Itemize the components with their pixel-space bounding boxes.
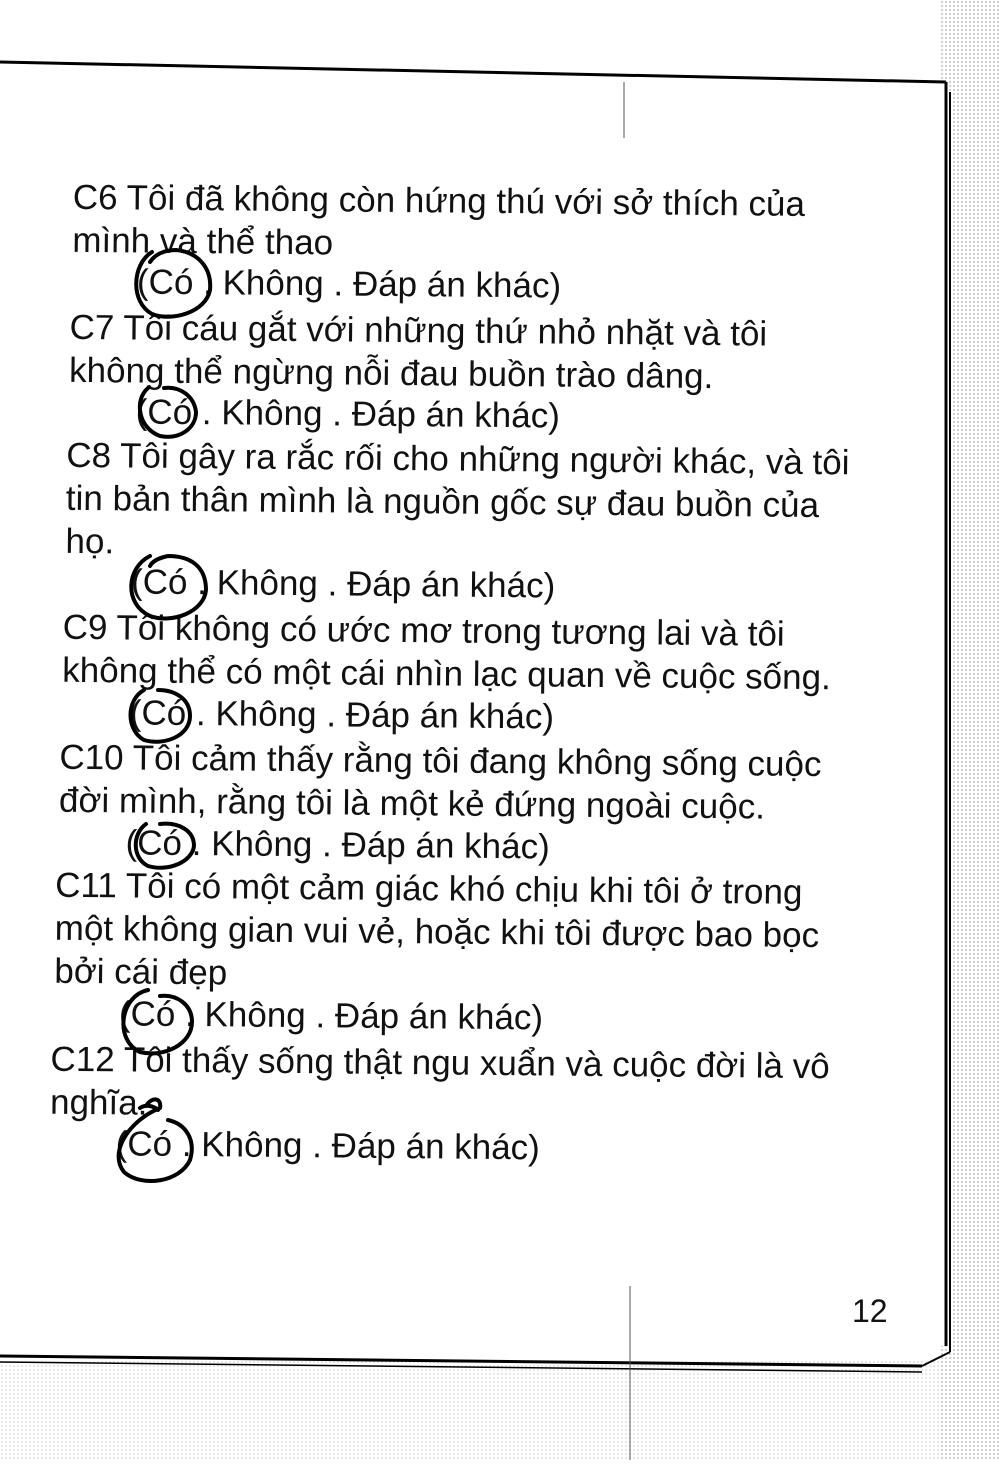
question-line: tin bản thân mình là nguồn gốc sự đau buồn của <box>65 478 820 526</box>
question-line: C12 Tôi thấy sống thật ngu xuẩn và cuộc đời là vô <box>50 1039 830 1087</box>
question-line: không thể ngừng nỗi đau buồn trào dâng. <box>68 350 714 397</box>
question-line: đời mình, rằng tôi là một kẻ đứng ngoài cuộc. <box>58 780 766 827</box>
page-number: 12 <box>852 1293 888 1329</box>
question-line: không thể có một cái nhìn lạc quan về cuộc sống. <box>62 650 831 698</box>
question-line: C7 Tôi cáu gắt với những thứ nhỏ nhặt và tôi <box>69 307 768 354</box>
question-line: C8 Tôi gây ra rắc rối cho những người khác, và tôi <box>66 435 850 483</box>
answer-options-c9: (Có . Không . Đáp án khác) <box>129 693 555 737</box>
answer-options-c10: (Có . Không . Đáp án khác) <box>125 823 550 867</box>
answer-circle-c11 <box>123 990 192 1053</box>
question-line: bởi cái đẹp <box>54 951 228 993</box>
question-line: C6 Tôi đã không còn hứng thú với sở thích của <box>72 177 806 224</box>
answer-circle-c12 <box>119 1099 192 1181</box>
answer-circle-c10 <box>136 824 194 868</box>
question-line: C9 Tôi không có ước mơ trong tương lai và tôi <box>62 607 785 654</box>
answer-circle-c7 <box>140 388 196 437</box>
question-line: C11 Tôi có một cảm giác khó chịu khi tôi ở trong <box>55 865 803 912</box>
question-line: C10 Tôi cảm thấy rằng tôi đang không sống cuộc <box>59 737 822 785</box>
answer-options-c8: (Có . Không . Đáp án khác) <box>130 562 556 606</box>
question-line: nghĩa. <box>49 1082 148 1123</box>
answer-circle-c8 <box>131 556 206 618</box>
answer-circle-c6 <box>136 250 210 317</box>
answer-options-c7: (Có . Không . Đáp án khác) <box>135 392 561 436</box>
question-line: họ. <box>65 521 115 562</box>
pen-mark-nghia <box>140 1106 158 1110</box>
answer-options-c11: (Có . Không . Đáp án khác) <box>118 994 544 1038</box>
answer-options-c6: (Có . Không . Đáp án khác) <box>136 262 562 306</box>
answer-options-c12: (Có . Không . Đáp án khác) <box>115 1124 541 1168</box>
question-line: mình và thể thao <box>72 220 334 263</box>
question-line: một không gian vui vẻ, hoặc khi tôi được bao bọc <box>54 908 820 956</box>
answer-circle-c9 <box>131 690 191 742</box>
